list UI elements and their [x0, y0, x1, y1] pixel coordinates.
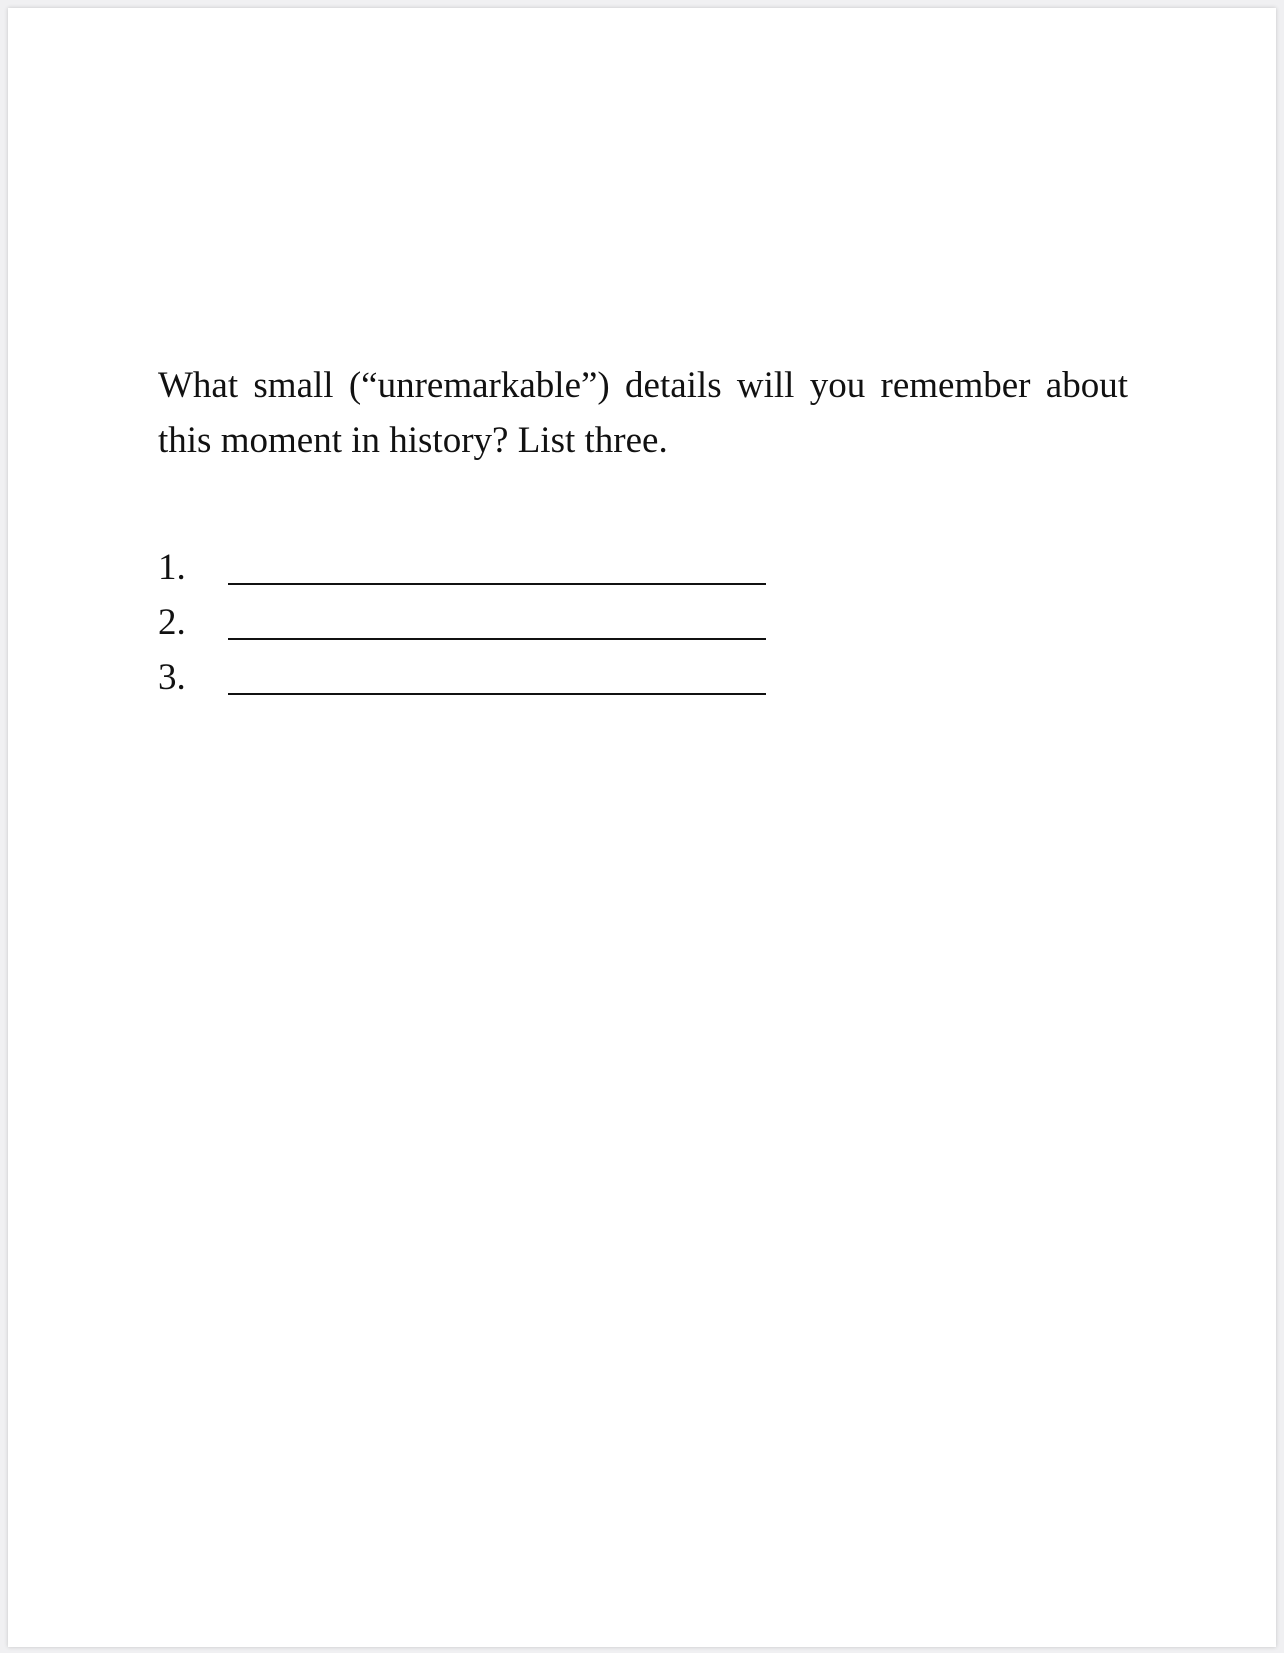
item-number: 2. — [158, 602, 186, 643]
answer-list — [158, 540, 766, 705]
list-item — [158, 540, 766, 595]
answer-blank-line[interactable] — [228, 693, 766, 695]
document-page — [8, 8, 1276, 1647]
answer-blank-line[interactable] — [228, 638, 766, 640]
list-item — [158, 595, 766, 650]
answer-blank-line[interactable] — [228, 583, 766, 585]
item-number: 3. — [158, 657, 186, 698]
question-text: What small (“unremarkable”) details will you remember about this moment in history? List three. — [158, 365, 1128, 461]
list-item — [158, 650, 766, 705]
item-number: 1. — [158, 547, 186, 588]
